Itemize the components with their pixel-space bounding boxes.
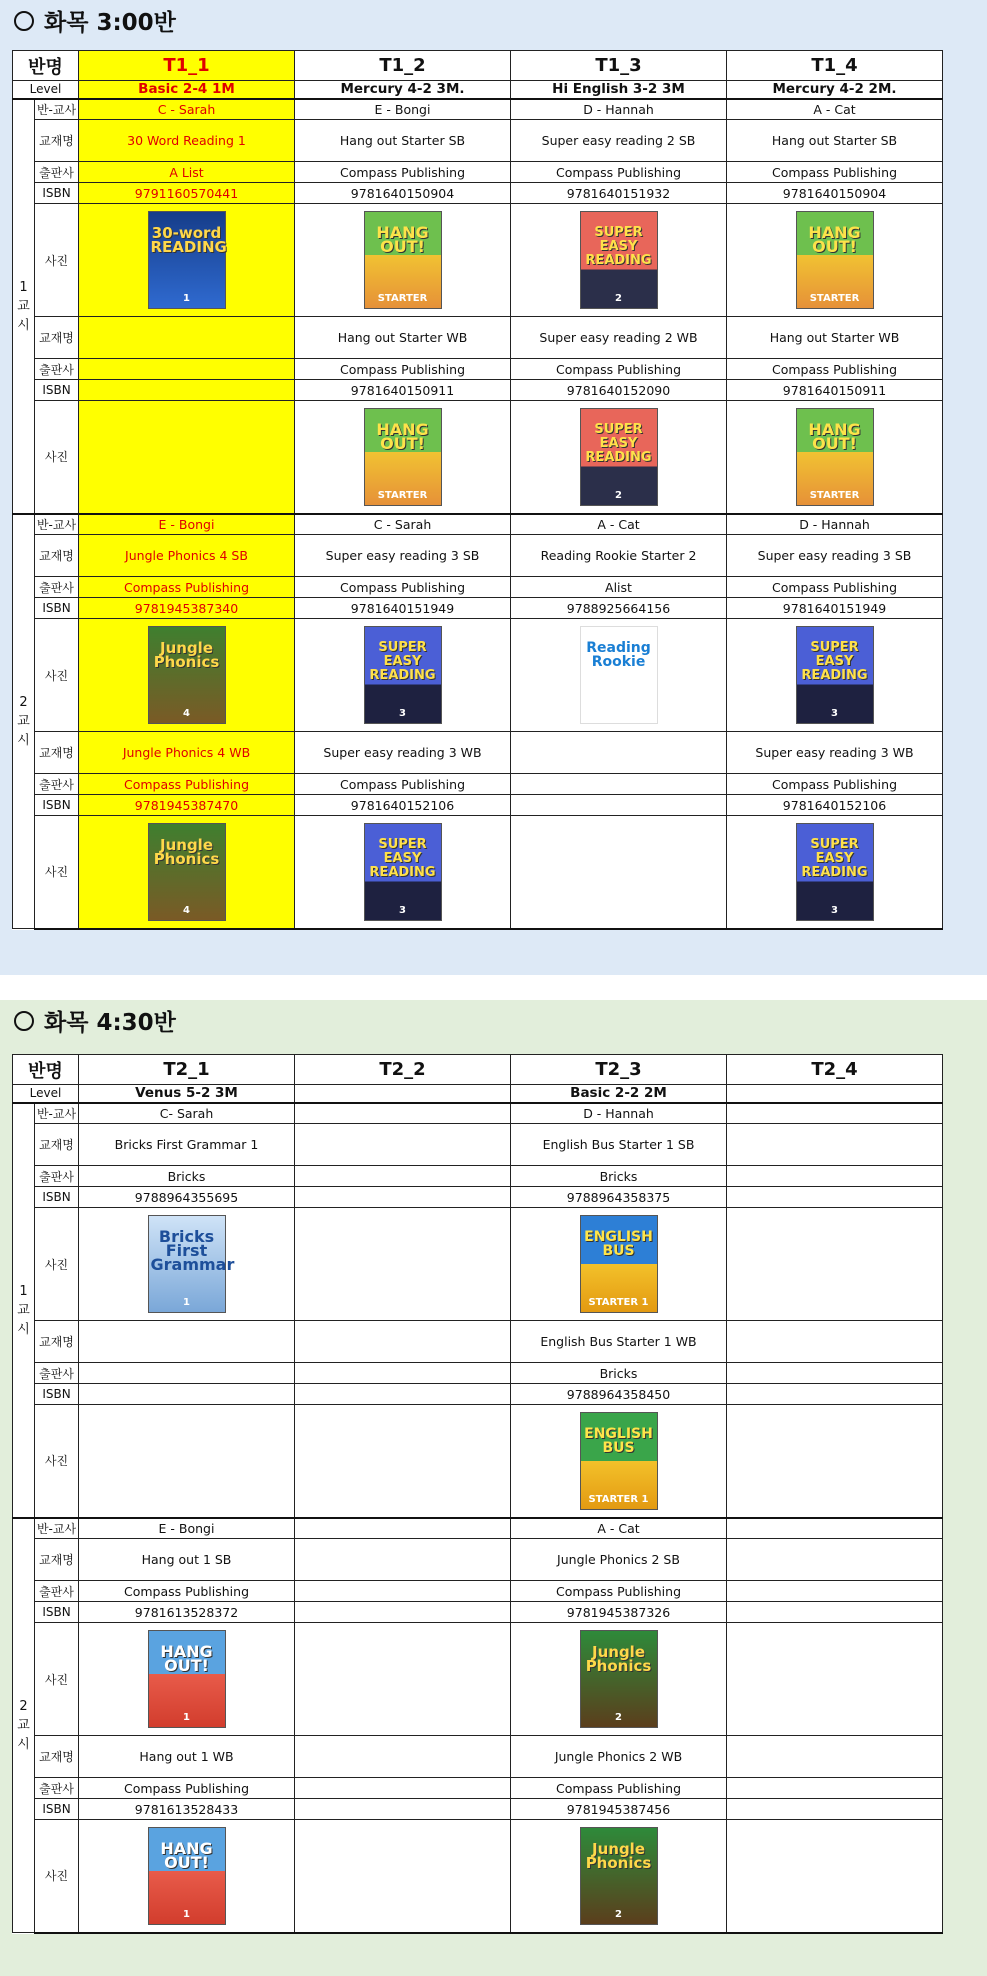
teacher-cell: [727, 1518, 943, 1539]
cover-title: 30-word READING: [150, 224, 227, 256]
photo-cell: [511, 1623, 727, 1736]
row-label-isbn: ISBN: [35, 1799, 79, 1820]
section-tue-thu-430: [0, 1000, 987, 1976]
super-easy-reading-2-cover: [580, 211, 658, 309]
photo-cell: [727, 204, 943, 317]
header-class-code: T1_3: [511, 51, 727, 81]
row-label-isbn: ISBN: [35, 380, 79, 401]
publisher-cell: Bricks: [79, 1166, 295, 1187]
cover-title: Jungle Phonics: [153, 835, 220, 868]
publisher-cell: [295, 1363, 511, 1384]
photo-cell: [79, 1405, 295, 1518]
isbn-cell: 9781640150911: [727, 380, 943, 401]
publisher-cell: Bricks: [511, 1166, 727, 1187]
row-label-book-name: 교재명: [35, 1124, 79, 1166]
period-label-text: 2 교 시: [17, 1698, 30, 1752]
publisher-cell: [295, 1581, 511, 1602]
jungle-phonics-2-cover: [580, 1630, 658, 1728]
row-label-publisher: 출판사: [35, 774, 79, 795]
super-easy-reading-2-cover: [580, 408, 658, 506]
cover-title: HANG OUT!: [160, 1642, 213, 1675]
book-name-cell: [295, 1539, 511, 1581]
cover-subtitle: 1: [183, 1908, 190, 1920]
schedule-table: [12, 50, 943, 930]
cover-subtitle: STARTER 1: [588, 1493, 649, 1505]
jungle-phonics-cover: [148, 626, 226, 724]
header-class-code: T1_2: [295, 51, 511, 81]
jungle-phonics-2-cover: [580, 1827, 658, 1925]
row-label-photo: 사진: [35, 619, 79, 732]
teacher-cell: [295, 1103, 511, 1124]
english-bus-cover: [580, 1215, 658, 1313]
cover-subtitle: STARTER 1: [588, 1297, 649, 1308]
period-label: [13, 1518, 35, 1933]
period-label: [13, 1103, 35, 1518]
row-label-publisher: 출판사: [35, 359, 79, 380]
book-name-cell: Hang out Starter WB: [727, 317, 943, 359]
book-name-cell: English Bus Starter 1 WB: [511, 1321, 727, 1363]
cover-subtitle: 2: [615, 708, 622, 719]
level-label: Level: [13, 1085, 79, 1103]
publisher-cell: [727, 1778, 943, 1799]
isbn-cell: [727, 1187, 943, 1208]
photo-cell: [295, 816, 511, 929]
cover-subtitle: 2: [615, 1712, 622, 1723]
teacher-cell: D - Hannah: [511, 1103, 727, 1124]
row-label-publisher: 출판사: [35, 1363, 79, 1384]
publisher-cell: [79, 359, 295, 380]
book-name-cell: Jungle Phonics 2 WB: [511, 1736, 727, 1778]
publisher-cell: [295, 1778, 511, 1799]
super-easy-reading-3-cover: [796, 626, 874, 724]
book-name-cell: Super easy reading 3 WB: [295, 732, 511, 774]
publisher-cell: Bricks: [511, 1363, 727, 1384]
row-label-teacher: 반-교사: [35, 1103, 79, 1124]
isbn-cell: 9781640150911: [295, 380, 511, 401]
photo-cell: [511, 1405, 727, 1518]
publisher-cell: Compass Publishing: [295, 774, 511, 795]
book-name-cell: Super easy reading 2 SB: [511, 120, 727, 162]
period-label: [13, 99, 35, 514]
row-label-publisher: 출판사: [35, 1166, 79, 1187]
cover-title: SUPER EASY READING: [369, 640, 436, 683]
isbn-cell: 9781945387470: [79, 795, 295, 816]
period-label-text: 1 교 시: [17, 1283, 30, 1337]
publisher-cell: Compass Publishing: [79, 577, 295, 598]
isbn-cell: 9781640151949: [295, 598, 511, 619]
photo-cell: [727, 1208, 943, 1321]
teacher-cell: A - Cat: [727, 99, 943, 120]
reading-rookie-cover: [580, 626, 658, 724]
cover-subtitle: 3: [831, 708, 838, 719]
isbn-cell: 9781640150904: [727, 183, 943, 204]
cover-subtitle: 2: [615, 1908, 622, 1920]
isbn-cell: 9788925664156: [511, 598, 727, 619]
header-class-code: T2_4: [727, 1055, 943, 1085]
row-label-isbn: ISBN: [35, 183, 79, 204]
isbn-cell: 9781945387326: [511, 1602, 727, 1623]
cover-subtitle: STARTER: [377, 293, 428, 304]
section-title: [14, 1004, 176, 1037]
photo-cell: [727, 1405, 943, 1518]
teacher-cell: C - Sarah: [295, 514, 511, 535]
row-label-isbn: ISBN: [35, 1384, 79, 1405]
circle-icon: [14, 1011, 34, 1031]
hang-out-1-cover: [148, 1630, 226, 1728]
book-name-cell: [727, 1124, 943, 1166]
row-label-book-name: 교재명: [35, 120, 79, 162]
teacher-cell: [727, 1103, 943, 1124]
book-name-cell: Hang out Starter SB: [727, 120, 943, 162]
row-label-isbn: ISBN: [35, 598, 79, 619]
publisher-cell: [727, 1363, 943, 1384]
photo-cell: [79, 816, 295, 929]
isbn-cell: 9791160570441: [79, 183, 295, 204]
english-bus-wb-cover: [580, 1412, 658, 1510]
cover-title: HANG OUT!: [376, 223, 429, 256]
cover-title: Jungle Phonics: [585, 1643, 652, 1675]
book-name-cell: Jungle Phonics 4 WB: [79, 732, 295, 774]
photo-cell: [79, 619, 295, 732]
photo-cell: [511, 401, 727, 514]
book-name-cell: [79, 1321, 295, 1363]
teacher-cell: E - Bongi: [79, 1518, 295, 1539]
cover-title: Reading Rookie: [586, 640, 651, 670]
publisher-cell: Compass Publishing: [727, 577, 943, 598]
book-name-cell: [79, 317, 295, 359]
book-name-cell: Hang out 1 SB: [79, 1539, 295, 1581]
row-label-book-name: 교재명: [35, 732, 79, 774]
row-label-publisher: 출판사: [35, 1778, 79, 1799]
publisher-cell: Compass Publishing: [295, 359, 511, 380]
row-label-isbn: ISBN: [35, 1187, 79, 1208]
cover-subtitle: 3: [399, 904, 406, 916]
photo-cell: [511, 816, 727, 929]
publisher-cell: [727, 1581, 943, 1602]
book-name-cell: Super easy reading 3 SB: [727, 535, 943, 577]
teacher-cell: [295, 1518, 511, 1539]
cover-subtitle: 4: [183, 708, 190, 719]
level-value: [295, 1085, 511, 1103]
row-label-book-name: 교재명: [35, 1321, 79, 1363]
publisher-cell: Compass Publishing: [295, 577, 511, 598]
book-name-cell: Jungle Phonics 2 SB: [511, 1539, 727, 1581]
jungle-phonics-cover: [148, 823, 226, 921]
teacher-cell: E - Bongi: [79, 514, 295, 535]
photo-cell: [79, 1820, 295, 1933]
publisher-cell: [727, 1166, 943, 1187]
isbn-cell: [79, 1384, 295, 1405]
super-easy-reading-3-cover: [364, 823, 442, 921]
isbn-cell: [295, 1799, 511, 1820]
book-name-cell: [727, 1539, 943, 1581]
level-value: Basic 2-4 1M: [79, 81, 295, 99]
row-label-book-name: 교재명: [35, 1539, 79, 1581]
teacher-cell: A - Cat: [511, 514, 727, 535]
row-label-photo: 사진: [35, 1405, 79, 1518]
book-name-cell: Hang out Starter WB: [295, 317, 511, 359]
publisher-cell: Alist: [511, 577, 727, 598]
photo-cell: [511, 1208, 727, 1321]
level-label: Level: [13, 81, 79, 99]
book-name-cell: Hang out 1 WB: [79, 1736, 295, 1778]
cover-title: SUPER EASY READING: [585, 225, 652, 268]
book-name-cell: Super easy reading 2 WB: [511, 317, 727, 359]
photo-cell: [295, 1623, 511, 1736]
header-class-code: T1_4: [727, 51, 943, 81]
book-name-cell: [727, 1321, 943, 1363]
row-label-book-name: 교재명: [35, 535, 79, 577]
isbn-cell: [79, 380, 295, 401]
cover-title: SUPER EASY READING: [801, 640, 868, 683]
level-value: Mercury 4-2 3M.: [295, 81, 511, 99]
photo-cell: [79, 1623, 295, 1736]
photo-cell: [511, 619, 727, 732]
schedule-table: [12, 1054, 943, 1934]
publisher-cell: Compass Publishing: [727, 162, 943, 183]
publisher-cell: A List: [79, 162, 295, 183]
publisher-cell: Compass Publishing: [511, 1581, 727, 1602]
isbn-cell: 9781640151932: [511, 183, 727, 204]
teacher-cell: C- Sarah: [79, 1103, 295, 1124]
cover-title: HANG OUT!: [160, 1838, 213, 1872]
teacher-cell: C - Sarah: [79, 99, 295, 120]
book-name-cell: Reading Rookie Starter 2: [511, 535, 727, 577]
period-label: [13, 514, 35, 929]
isbn-cell: [727, 1799, 943, 1820]
cover-subtitle: STARTER: [377, 489, 428, 501]
teacher-cell: D - Hannah: [511, 99, 727, 120]
isbn-cell: [295, 1602, 511, 1623]
publisher-cell: Compass Publishing: [727, 359, 943, 380]
header-class-name: 반명: [13, 1055, 79, 1085]
isbn-cell: [727, 1384, 943, 1405]
photo-cell: [727, 1623, 943, 1736]
row-label-photo: 사진: [35, 1623, 79, 1736]
cover-title: ENGLISH BUS: [584, 1229, 653, 1259]
cover-title: Jungle Phonics: [585, 1839, 652, 1872]
period-label-text: 1 교 시: [17, 279, 30, 333]
cover-title: SUPER EASY READING: [801, 836, 868, 880]
cover-subtitle: 1: [183, 1712, 190, 1723]
row-label-photo: 사진: [35, 1208, 79, 1321]
teacher-cell: A - Cat: [511, 1518, 727, 1539]
publisher-cell: Compass Publishing: [511, 1778, 727, 1799]
row-label-publisher: 출판사: [35, 577, 79, 598]
book-name-cell: [511, 732, 727, 774]
row-label-publisher: 출판사: [35, 1581, 79, 1602]
book-name-cell: [295, 1321, 511, 1363]
isbn-cell: 9781945387340: [79, 598, 295, 619]
book-name-cell: 30 Word Reading 1: [79, 120, 295, 162]
cover-subtitle: STARTER: [809, 489, 860, 501]
row-label-teacher: 반-교사: [35, 99, 79, 120]
isbn-cell: 9781640150904: [295, 183, 511, 204]
cover-subtitle: 3: [831, 904, 838, 916]
hang-out-starter-cover: [364, 408, 442, 506]
cover-title: ENGLISH BUS: [584, 1425, 653, 1456]
photo-cell: [295, 1820, 511, 1933]
teacher-cell: E - Bongi: [295, 99, 511, 120]
photo-cell: [727, 401, 943, 514]
section-title: [14, 4, 176, 37]
level-value: Basic 2-2 2M: [511, 1085, 727, 1103]
isbn-cell: 9781640151949: [727, 598, 943, 619]
cover-title: SUPER EASY READING: [585, 421, 652, 465]
publisher-cell: Compass Publishing: [79, 774, 295, 795]
cover-subtitle: STARTER: [809, 293, 860, 304]
book-name-cell: Super easy reading 3 SB: [295, 535, 511, 577]
hang-out-starter-cover: [796, 408, 874, 506]
book-name-cell: [295, 1124, 511, 1166]
header-class-code: T2_3: [511, 1055, 727, 1085]
cover-subtitle: 1: [183, 293, 190, 304]
isbn-cell: [727, 1602, 943, 1623]
row-label-publisher: 출판사: [35, 162, 79, 183]
cover-title: SUPER EASY READING: [369, 836, 436, 880]
cover-title: HANG OUT!: [808, 419, 861, 453]
row-label-teacher: 반-교사: [35, 1518, 79, 1539]
photo-cell: [295, 1405, 511, 1518]
cover-title: HANG OUT!: [808, 223, 861, 256]
isbn-cell: 9781640152090: [511, 380, 727, 401]
book-name-cell: Bricks First Grammar 1: [79, 1124, 295, 1166]
publisher-cell: [295, 1166, 511, 1187]
header-class-code: T2_2: [295, 1055, 511, 1085]
30-word-reading-cover: [148, 211, 226, 309]
row-label-isbn: ISBN: [35, 795, 79, 816]
photo-cell: [295, 401, 511, 514]
photo-cell: [79, 204, 295, 317]
cover-subtitle: 4: [183, 904, 190, 916]
hang-out-starter-cover: [796, 211, 874, 309]
hang-out-1-cover: [148, 1827, 226, 1925]
bricks-first-grammar-cover: [148, 1215, 235, 1313]
section-title-text: 화목 4:30반: [44, 1010, 176, 1036]
book-name-cell: English Bus Starter 1 SB: [511, 1124, 727, 1166]
header-class-name: 반명: [13, 51, 79, 81]
isbn-cell: 9788964358375: [511, 1187, 727, 1208]
row-label-book-name: 교재명: [35, 1736, 79, 1778]
header-class-code: T2_1: [79, 1055, 295, 1085]
publisher-cell: Compass Publishing: [511, 162, 727, 183]
isbn-cell: 9788964358450: [511, 1384, 727, 1405]
isbn-cell: 9781945387456: [511, 1799, 727, 1820]
publisher-cell: Compass Publishing: [79, 1778, 295, 1799]
isbn-cell: [295, 1187, 511, 1208]
section-tue-thu-300: [0, 0, 987, 975]
photo-cell: [511, 204, 727, 317]
row-label-photo: 사진: [35, 1820, 79, 1933]
level-value: Venus 5-2 3M: [79, 1085, 295, 1103]
hang-out-starter-cover: [364, 211, 442, 309]
isbn-cell: 9781640152106: [727, 795, 943, 816]
isbn-cell: 9788964355695: [79, 1187, 295, 1208]
cover-subtitle: 2: [615, 293, 622, 304]
photo-cell: [79, 1208, 295, 1321]
publisher-cell: Compass Publishing: [79, 1581, 295, 1602]
cover-subtitle: 1: [183, 1297, 190, 1308]
header-class-code: T1_1: [79, 51, 295, 81]
section-title-text: 화목 3:00반: [44, 10, 176, 36]
photo-cell: [511, 1820, 727, 1933]
level-value: Mercury 4-2 2M.: [727, 81, 943, 99]
circle-icon: [14, 11, 34, 31]
period-label-text: 2 교 시: [17, 694, 30, 748]
photo-cell: [79, 401, 295, 514]
row-label-teacher: 반-교사: [35, 514, 79, 535]
photo-cell: [295, 619, 511, 732]
book-name-cell: Super easy reading 3 WB: [727, 732, 943, 774]
publisher-cell: Compass Publishing: [511, 359, 727, 380]
book-name-cell: Jungle Phonics 4 SB: [79, 535, 295, 577]
row-label-photo: 사진: [35, 204, 79, 317]
row-label-isbn: ISBN: [35, 1602, 79, 1623]
photo-cell: [295, 204, 511, 317]
row-label-book-name: 교재명: [35, 317, 79, 359]
super-easy-reading-3-cover: [796, 823, 874, 921]
photo-cell: [295, 1208, 511, 1321]
book-name-cell: [727, 1736, 943, 1778]
cover-title: Jungle Phonics: [153, 639, 220, 671]
photo-cell: [727, 816, 943, 929]
publisher-cell: [79, 1363, 295, 1384]
cover-title: HANG OUT!: [376, 419, 429, 453]
isbn-cell: [511, 795, 727, 816]
level-value: [727, 1085, 943, 1103]
isbn-cell: 9781613528372: [79, 1602, 295, 1623]
super-easy-reading-3-cover: [364, 626, 442, 724]
book-name-cell: Hang out Starter SB: [295, 120, 511, 162]
cover-title: Bricks First Grammar: [150, 1227, 235, 1274]
photo-cell: [727, 1820, 943, 1933]
photo-cell: [727, 619, 943, 732]
book-name-cell: [295, 1736, 511, 1778]
teacher-cell: D - Hannah: [727, 514, 943, 535]
isbn-cell: [295, 1384, 511, 1405]
isbn-cell: 9781613528433: [79, 1799, 295, 1820]
row-label-photo: 사진: [35, 401, 79, 514]
publisher-cell: Compass Publishing: [295, 162, 511, 183]
row-label-photo: 사진: [35, 816, 79, 929]
level-value: Hi English 3-2 3M: [511, 81, 727, 99]
cover-subtitle: 3: [399, 708, 406, 719]
publisher-cell: Compass Publishing: [727, 774, 943, 795]
publisher-cell: [511, 774, 727, 795]
isbn-cell: 9781640152106: [295, 795, 511, 816]
cover-subtitle: 2: [615, 489, 622, 501]
